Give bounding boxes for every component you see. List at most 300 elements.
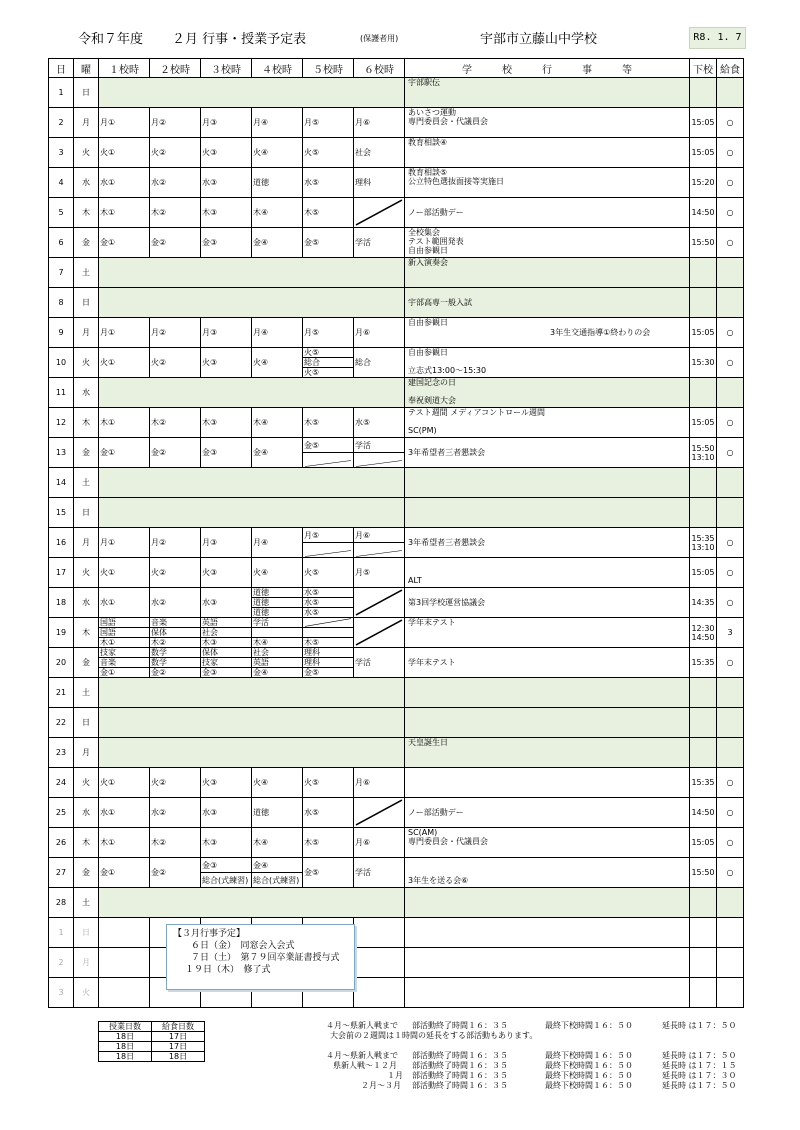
holiday-fill <box>99 378 405 408</box>
event-text: 全校集会 <box>408 228 440 237</box>
period-sub-value: 国語 <box>99 628 149 638</box>
period-cell: 月② <box>150 108 201 138</box>
period-cell: 金③ <box>201 438 252 468</box>
weekday-cell: 水 <box>74 588 99 618</box>
period-sub-value: 総合 <box>303 358 353 368</box>
schedule-row <box>49 678 744 708</box>
day-cell: 10 <box>49 348 74 378</box>
period-cell: 火③ <box>201 138 252 168</box>
event-cell <box>405 678 690 708</box>
period-cell: 金② <box>150 438 201 468</box>
period-cell: 火② <box>150 768 201 798</box>
dismissal-cell <box>690 378 717 408</box>
period-cell: 月⑥ <box>354 768 405 798</box>
summary-table <box>98 1021 205 1062</box>
column-header: 学 校 行 事 等 <box>405 59 690 78</box>
holiday-fill <box>99 288 405 318</box>
event-text: 自由参観日 <box>408 318 448 327</box>
period-cell: 火② <box>150 138 201 168</box>
period-cell <box>354 948 405 978</box>
event-cell <box>405 438 690 468</box>
dismissal-cell <box>690 948 717 978</box>
day-cell: 24 <box>49 768 74 798</box>
footer-c: 延長時 は１７：５０ <box>662 1021 737 1030</box>
dismissal-cell <box>690 678 717 708</box>
period-cell <box>201 858 252 888</box>
event-text: 3年生交通指導①終わりの会 <box>550 328 651 337</box>
dismissal-cell <box>690 768 717 798</box>
period-value: 月⑤ <box>303 528 353 543</box>
period-cell: 水⑤ <box>354 408 405 438</box>
period-cell: 水② <box>150 588 201 618</box>
dismissal-time: 15:30 <box>691 358 715 367</box>
period-cell: 木⑤ <box>303 198 354 228</box>
holiday-fill <box>99 498 405 528</box>
slash-mark <box>354 798 404 827</box>
day-cell: 3 <box>49 978 74 1008</box>
period-sub-value: 総合(式練習) <box>202 875 249 885</box>
period-cell: 金② <box>150 858 201 888</box>
period-cell: 水③ <box>201 588 252 618</box>
event-text: 自由参観日 <box>408 348 448 357</box>
event-text: 立志式13:00～15:30 <box>408 366 487 375</box>
period-sub-value: 保体 <box>201 648 251 658</box>
footer-label: 県新人戦～１２月 <box>333 1061 397 1070</box>
period-sub-value: 音楽 <box>150 618 200 628</box>
day-cell: 25 <box>49 798 74 828</box>
footer-b: 最終下校時間１６：５０ <box>545 1081 633 1090</box>
summary-cell: 17日 <box>152 1032 205 1042</box>
lunch-cell <box>717 678 744 708</box>
dismissal-cell <box>690 618 717 648</box>
day-cell: 15 <box>49 498 74 528</box>
slash-mark <box>354 198 404 227</box>
lunch-cell: ○ <box>717 648 744 678</box>
day-cell: 12 <box>49 408 74 438</box>
event-text: SC(PM) <box>408 426 437 435</box>
event-cell <box>405 228 690 258</box>
footer-c: 延長時 は１７：１５ <box>662 1061 737 1070</box>
period-cell <box>354 438 405 468</box>
period-cell: 木③ <box>201 198 252 228</box>
holiday-fill <box>99 78 405 108</box>
schedule-row <box>49 378 744 408</box>
period-sub-value: 火⑤ <box>304 368 320 377</box>
period-sub-value: 理科 <box>303 648 353 658</box>
lunch-cell: ○ <box>717 318 744 348</box>
dismissal-time: 15:05 <box>691 118 715 127</box>
period-sub-value: 金③ <box>202 668 218 677</box>
period-cell <box>303 438 354 468</box>
column-header: ６校時 <box>354 59 405 78</box>
day-cell: 26 <box>49 828 74 858</box>
period-cell <box>303 528 354 558</box>
weekday-cell: 木 <box>74 408 99 438</box>
dismissal-time: 15:20 <box>691 178 715 187</box>
period-cell: 火④ <box>252 558 303 588</box>
period-cell: 金② <box>150 228 201 258</box>
period-cell: 水② <box>150 168 201 198</box>
period-value: 月⑥ <box>354 528 404 543</box>
weekday-cell: 日 <box>74 78 99 108</box>
period-cell: 社会 <box>354 138 405 168</box>
day-cell: 7 <box>49 258 74 288</box>
dismissal-cell <box>690 108 717 138</box>
schedule-row <box>49 198 744 228</box>
dismissal-cell <box>690 408 717 438</box>
period-cell: 火① <box>99 348 150 378</box>
footer-label: ４月～県新人戦まで <box>326 1021 398 1030</box>
period-cell <box>354 918 405 948</box>
dismissal-time: 15:50 <box>691 868 715 877</box>
period-sub-value: 国語 <box>99 618 149 628</box>
slash-mark <box>303 543 353 557</box>
schedule-row <box>49 708 744 738</box>
summary-cell: 18日 <box>99 1052 152 1062</box>
period-cell: 水③ <box>201 168 252 198</box>
dismissal-time: 15:50 <box>691 238 715 247</box>
dismissal-cell <box>690 78 717 108</box>
column-header: 曜 <box>74 59 99 78</box>
dismissal-cell <box>690 288 717 318</box>
event-cell <box>405 738 690 768</box>
period-sub-value: 水⑤ <box>303 588 353 598</box>
schedule-row <box>49 948 744 978</box>
weekday-cell: 日 <box>74 708 99 738</box>
event-cell <box>405 528 690 558</box>
column-header: 給食 <box>717 59 744 78</box>
dismissal-cell <box>690 228 717 258</box>
slash-mark <box>303 453 353 467</box>
dismissal-cell <box>690 978 717 1008</box>
lunch-cell: ○ <box>717 558 744 588</box>
period-sub-value: 保体 <box>150 628 200 638</box>
period-cell <box>354 798 405 828</box>
column-header: １校時 <box>99 59 150 78</box>
lunch-cell: 3 <box>717 618 744 648</box>
period-cell: 木③ <box>201 408 252 438</box>
dismissal-time: 15:35 <box>691 658 715 667</box>
period-cell: 月① <box>99 318 150 348</box>
period-sub-value: 金④ <box>253 668 269 677</box>
period-sub-value: 道徳 <box>252 588 302 598</box>
footer-a: 部活動終了時間１６：３５ <box>412 1021 508 1030</box>
lunch-cell: ○ <box>717 828 744 858</box>
period-sub-value: 木① <box>100 638 116 647</box>
summary-cell: 18日 <box>99 1042 152 1052</box>
period-cell <box>303 618 354 648</box>
dismissal-time: 12:30 <box>691 623 715 633</box>
slash-mark <box>354 618 404 647</box>
period-cell: 総合 <box>354 348 405 378</box>
weekday-cell: 日 <box>74 918 99 948</box>
period-cell: 火③ <box>201 348 252 378</box>
march-note-title: 【３月行事予定】 <box>173 929 246 939</box>
day-cell: 9 <box>49 318 74 348</box>
event-text: 宇部高専一般入試 <box>408 298 472 307</box>
column-header: ３校時 <box>201 59 252 78</box>
period-cell: 学活 <box>354 858 405 888</box>
lunch-cell: ○ <box>717 168 744 198</box>
period-sub-value <box>303 618 353 628</box>
event-text: あいさつ運動 <box>408 108 456 117</box>
event-cell <box>405 978 690 1008</box>
dismissal-cell <box>690 468 717 498</box>
weekday-cell: 土 <box>74 258 99 288</box>
footer-a: 部活動終了時間１６：３５ <box>412 1051 508 1060</box>
period-cell: 月⑥ <box>354 318 405 348</box>
schedule-row <box>49 738 744 768</box>
event-text: 新入演奏会 <box>408 258 448 267</box>
period-cell: 木④ <box>252 828 303 858</box>
period-sub-value: 総合(式練習) <box>253 875 300 885</box>
holiday-fill <box>99 738 405 768</box>
day-cell: 16 <box>49 528 74 558</box>
day-cell: 2 <box>49 948 74 978</box>
period-cell <box>303 348 354 378</box>
period-sub-value <box>252 628 302 638</box>
schedule-row <box>49 588 744 618</box>
period-sub-value: 社会 <box>201 628 251 638</box>
day-cell: 19 <box>49 618 74 648</box>
slash-mark <box>354 543 404 557</box>
period-cell <box>99 948 150 978</box>
period-cell: 火④ <box>252 348 303 378</box>
lunch-cell <box>717 948 744 978</box>
weekday-cell: 火 <box>74 558 99 588</box>
day-cell: 4 <box>49 168 74 198</box>
period-cell: 月④ <box>252 108 303 138</box>
day-cell: 2 <box>49 108 74 138</box>
period-cell: 木⑤ <box>303 408 354 438</box>
footer-c: 延長時 は１７：５０ <box>662 1081 737 1090</box>
event-text: 学年末テスト <box>408 658 456 667</box>
lunch-cell: ○ <box>717 798 744 828</box>
event-text: テスト週間 メディアコントロール週間 <box>408 408 546 417</box>
dismissal-cell <box>690 708 717 738</box>
period-sub-value: 技家 <box>201 658 251 668</box>
schedule-row <box>49 258 744 288</box>
schedule-row <box>49 528 744 558</box>
event-text: 宇部駅伝 <box>408 78 440 87</box>
event-text: ノー部活動デー <box>408 208 464 217</box>
weekday-cell: 日 <box>74 498 99 528</box>
day-cell: 14 <box>49 468 74 498</box>
lunch-cell <box>717 78 744 108</box>
period-cell <box>99 918 150 948</box>
schedule-row <box>49 558 744 588</box>
event-cell <box>405 888 690 918</box>
lunch-cell <box>717 258 744 288</box>
event-text: 3年希望者三者懇談会 <box>408 538 486 547</box>
period-cell: 月① <box>99 108 150 138</box>
dismissal-time: 15:35 <box>691 778 715 787</box>
footer-label: ２月～３月 <box>361 1081 401 1090</box>
date-badge: R8. 1. 7 <box>689 27 746 49</box>
day-cell: 21 <box>49 678 74 708</box>
slash-mark <box>354 588 404 617</box>
period-cell: 水② <box>150 798 201 828</box>
period-cell: 火⑤ <box>303 768 354 798</box>
period-cell <box>201 618 252 648</box>
march-events-note <box>166 924 355 990</box>
day-cell: 8 <box>49 288 74 318</box>
period-cell <box>354 588 405 618</box>
period-value: 学活 <box>354 438 404 453</box>
period-cell: 金④ <box>252 438 303 468</box>
schedule-row <box>49 348 744 378</box>
period-cell: 火④ <box>252 138 303 168</box>
period-cell <box>252 858 303 888</box>
period-sub-value: 金③ <box>201 858 251 873</box>
period-cell: 月⑥ <box>354 828 405 858</box>
dismissal-cell <box>690 198 717 228</box>
schedule-row <box>49 828 744 858</box>
event-cell <box>405 648 690 678</box>
weekday-cell: 水 <box>74 378 99 408</box>
period-cell: 金① <box>99 228 150 258</box>
period-sub-value: 英語 <box>252 658 302 668</box>
event-cell <box>405 798 690 828</box>
period-cell: 水① <box>99 798 150 828</box>
lunch-cell <box>717 708 744 738</box>
event-cell <box>405 78 690 108</box>
period-cell <box>99 618 150 648</box>
event-cell <box>405 378 690 408</box>
period-cell: 火③ <box>201 558 252 588</box>
weekday-cell: 土 <box>74 468 99 498</box>
weekday-cell: 月 <box>74 528 99 558</box>
footer-a: 大会前の２週間は１時間の延長をする部活動もあります。 <box>330 1031 538 1040</box>
event-cell <box>405 768 690 798</box>
period-cell: 木① <box>99 198 150 228</box>
period-cell <box>150 618 201 648</box>
period-cell: 月⑤ <box>303 318 354 348</box>
lunch-cell <box>717 978 744 1008</box>
period-sub-value: 英語 <box>201 618 251 628</box>
lunch-cell <box>717 468 744 498</box>
schedule-row <box>49 108 744 138</box>
holiday-fill <box>99 678 405 708</box>
period-sub-value: 音楽 <box>99 658 149 668</box>
column-header: 日 <box>49 59 74 78</box>
footer-a: 部活動終了時間１６：３５ <box>412 1081 508 1090</box>
dismissal-cell <box>690 528 717 558</box>
lunch-cell: ○ <box>717 408 744 438</box>
event-cell <box>405 618 690 648</box>
lunch-cell <box>717 288 744 318</box>
day-cell: 17 <box>49 558 74 588</box>
event-text: 自由参観日 <box>408 246 448 255</box>
event-cell <box>405 318 690 348</box>
period-cell: 木① <box>99 408 150 438</box>
period-cell: 金① <box>99 438 150 468</box>
period-cell: 学活 <box>354 648 405 678</box>
period-sub-value: 数学 <box>150 658 200 668</box>
footer-a: 部活動終了時間１６：３５ <box>412 1061 508 1070</box>
period-cell: 学活 <box>354 228 405 258</box>
period-sub-value: 社会 <box>252 648 302 658</box>
period-cell: 月① <box>99 528 150 558</box>
event-text: ノー部活動デー <box>408 808 464 817</box>
event-text: テスト範囲発表 <box>408 237 464 246</box>
weekday-cell: 木 <box>74 828 99 858</box>
lunch-cell <box>717 498 744 528</box>
event-cell <box>405 288 690 318</box>
period-sub-value: 木② <box>151 638 167 647</box>
period-cell <box>252 588 303 618</box>
event-text: SC(AM) <box>408 828 438 837</box>
schedule-row <box>49 768 744 798</box>
period-cell <box>354 978 405 1008</box>
period-cell: 月② <box>150 528 201 558</box>
holiday-fill <box>99 708 405 738</box>
footer-label: ４月～県新人戦まで <box>326 1051 398 1060</box>
dismissal-cell <box>690 588 717 618</box>
weekday-cell: 火 <box>74 978 99 1008</box>
period-sub-value: 木⑤ <box>304 638 320 647</box>
schedule-row <box>49 408 744 438</box>
march-note-item: ６日（金） 同窓会入会式 <box>191 941 295 951</box>
footer-b: 最終下校時間１６：５０ <box>545 1061 633 1070</box>
period-cell: 火④ <box>252 768 303 798</box>
weekday-cell: 水 <box>74 168 99 198</box>
schedule-row <box>49 468 744 498</box>
period-cell: 水⑤ <box>303 798 354 828</box>
dismissal-time: 14:50 <box>691 208 715 217</box>
event-cell <box>405 918 690 948</box>
event-text: 3年生を送る会⑥ <box>408 876 469 885</box>
event-cell <box>405 708 690 738</box>
lunch-cell: ○ <box>717 768 744 798</box>
footer-b: 最終下校時間１６：５０ <box>545 1021 633 1030</box>
period-cell: 火② <box>150 348 201 378</box>
lunch-cell <box>717 888 744 918</box>
period-sub-value: 道徳 <box>253 608 269 617</box>
period-cell <box>303 588 354 618</box>
event-cell <box>405 348 690 378</box>
dismissal-time: 15:05 <box>691 568 715 577</box>
dismissal-time-2: 13:10 <box>691 542 715 552</box>
period-cell: 木④ <box>252 198 303 228</box>
lunch-cell <box>717 378 744 408</box>
summary-cell: 18日 <box>99 1032 152 1042</box>
dismissal-cell <box>690 798 717 828</box>
day-cell: 23 <box>49 738 74 768</box>
summary-header: 授業日数 <box>99 1022 152 1032</box>
dismissal-time: 15:50 <box>691 443 715 453</box>
weekday-cell: 金 <box>74 858 99 888</box>
summary-cell: 17日 <box>152 1042 205 1052</box>
day-cell: 13 <box>49 438 74 468</box>
event-cell <box>405 198 690 228</box>
dismissal-time-2: 14:50 <box>691 632 715 642</box>
period-sub-value: 金② <box>151 668 167 677</box>
period-cell: 金⑤ <box>303 858 354 888</box>
event-text: 専門委員会・代議員会 <box>408 837 488 846</box>
schedule-row <box>49 858 744 888</box>
march-note-item: １９日（木） 修了式 <box>185 965 271 975</box>
period-cell: 木④ <box>252 408 303 438</box>
march-note-item: ７日（土） 第７９回卒業証書授与式 <box>191 953 340 963</box>
day-cell: 3 <box>49 138 74 168</box>
lunch-cell <box>717 738 744 768</box>
period-cell: 月⑥ <box>354 108 405 138</box>
period-cell <box>303 648 354 678</box>
schedule-row <box>49 288 744 318</box>
dismissal-cell <box>690 348 717 378</box>
lunch-cell: ○ <box>717 138 744 168</box>
